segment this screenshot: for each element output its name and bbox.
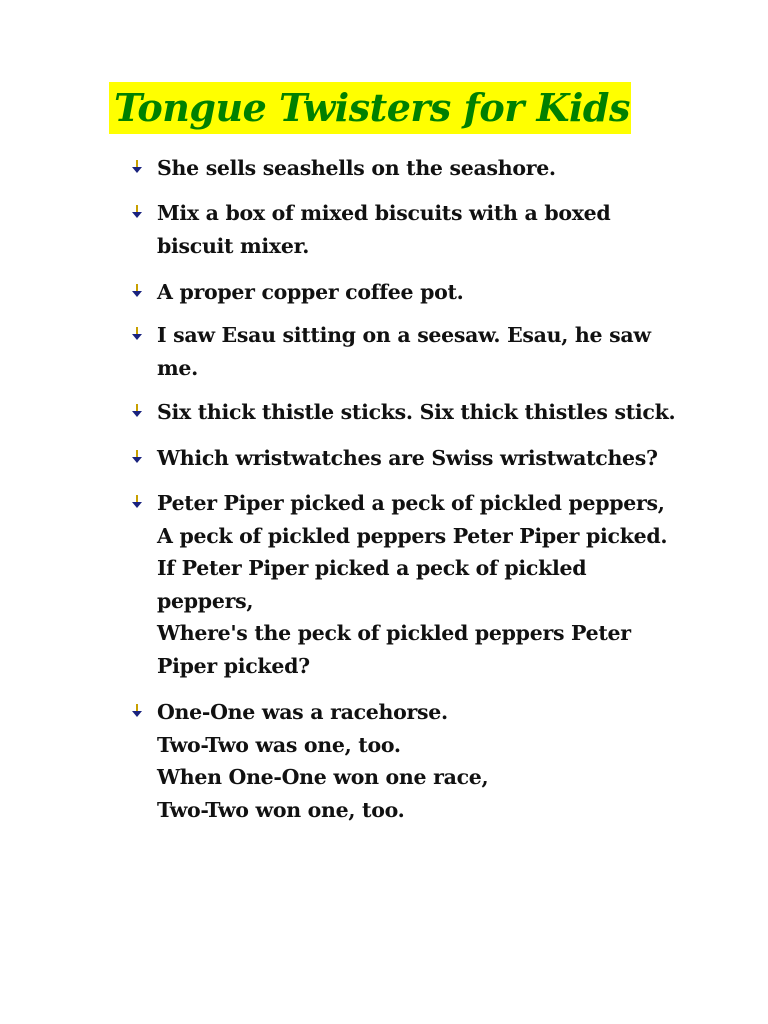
down-arrow-icon <box>130 160 144 174</box>
down-arrow-icon <box>130 205 144 219</box>
item-line: When One-One won one race, <box>157 765 489 789</box>
item-line: Where's the peck of pickled peppers Peter <box>157 621 631 645</box>
down-arrow-icon <box>130 404 144 418</box>
item-line: A peck of pickled peppers Peter Piper picked. <box>157 523 668 548</box>
item-line: peppers, <box>157 588 254 613</box>
item-line: Mix a box of mixed biscuits with a boxed <box>157 201 611 225</box>
down-arrow-icon <box>130 495 144 509</box>
item-line: Six thick thistle sticks. Six thick thistles stick. <box>157 400 676 424</box>
down-arrow-icon <box>130 704 144 718</box>
item-line: biscuit mixer. <box>157 233 310 258</box>
item-line: She sells seashells on the seashore. <box>157 156 556 180</box>
item-line: If Peter Piper picked a peck of pickled <box>157 556 587 580</box>
item-line: Piper picked? <box>157 653 310 678</box>
item-line: me. <box>157 355 198 380</box>
item-line: One-One was a racehorse. <box>157 700 448 724</box>
item-line: Two-Two won one, too. <box>157 797 405 822</box>
item-line: I saw Esau sitting on a seesaw. Esau, he saw <box>157 323 651 347</box>
page-title: Tongue Twisters for Kids <box>109 82 631 134</box>
down-arrow-icon <box>130 327 144 341</box>
down-arrow-icon <box>130 450 144 464</box>
item-line: Two-Two was one, too. <box>157 732 401 757</box>
down-arrow-icon <box>130 284 144 298</box>
item-line: A proper copper coffee pot. <box>157 280 464 304</box>
item-line: Which wristwatches are Swiss wristwatches? <box>157 446 658 470</box>
item-line: Peter Piper picked a peck of pickled peppers, <box>157 491 665 515</box>
